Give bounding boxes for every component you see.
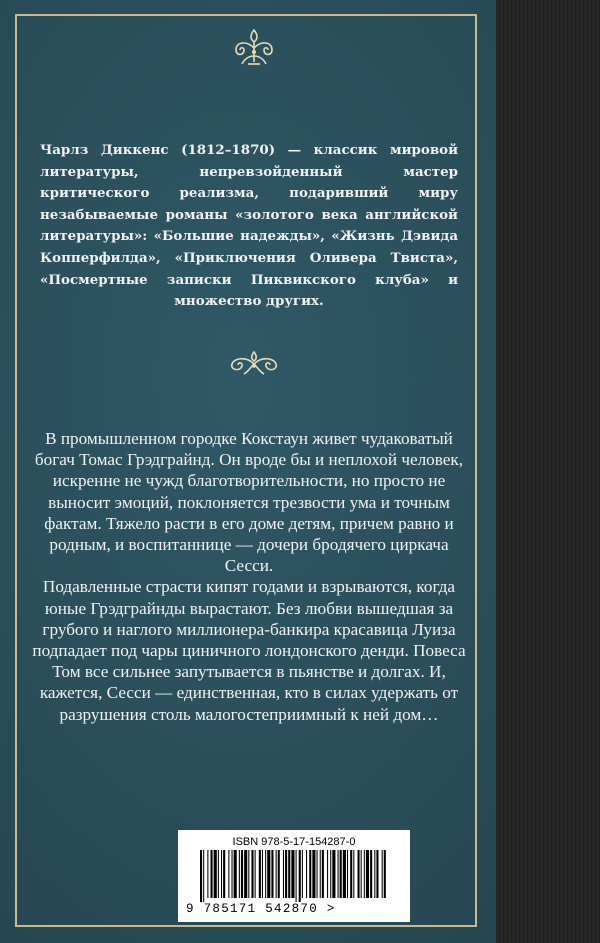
isbn-barcode-block <box>178 830 410 922</box>
barcode-digits: 9 785171 542870 > <box>186 902 336 916</box>
description-paragraph-2: Подавленные страсти кипят годами и взрываются, когда юные Грэдграйнды вырастают. Без любви вышедшая за грубого и наглого миллионера-банкира красавица Луиза подпадает под чары циничного лондонского денди. Повеса Том все сильнее запутывается в пьянстве и долгах. И, кажется, Сесси — единственная, кто в силах удержать от разрушения столь малогостеприимный к ней дом… <box>32 577 466 724</box>
author-info-text: Чарлз Диккенс (1812–1870) — классик мировой литературы, непревзойденный мастер критического реализма, подаривший миру незабываемые романы «золотого века английской литературы»: «Большие надежды», «Жизнь Дэвида Копперфилда», «Приключения Оливера Твиста», «Посмертные записки Пиквикского клуба» и множество других. <box>40 142 458 310</box>
isbn-label: ISBN 978-5-17-154287-0 <box>232 836 356 848</box>
description-paragraph-1: В промышленном городке Кокстаун живет чудаковатый богач Томас Грэдграйнд. Он вроде бы и неплохой человек, искренне не чужд благотворительности, но просто не выносит эмоций, поклоняется трезвости ума и точным фактам. Тяжело расти в его доме детям, причем равно и родным, и воспитаннице — дочери бродячего циркача Сесси. <box>34 429 464 576</box>
barcode-icon <box>198 850 388 902</box>
middle-fleuron-ornament-icon <box>226 350 282 376</box>
book-spine-edge <box>496 0 600 943</box>
book-description <box>30 428 468 725</box>
top-fleuron-ornament-icon <box>228 26 280 68</box>
